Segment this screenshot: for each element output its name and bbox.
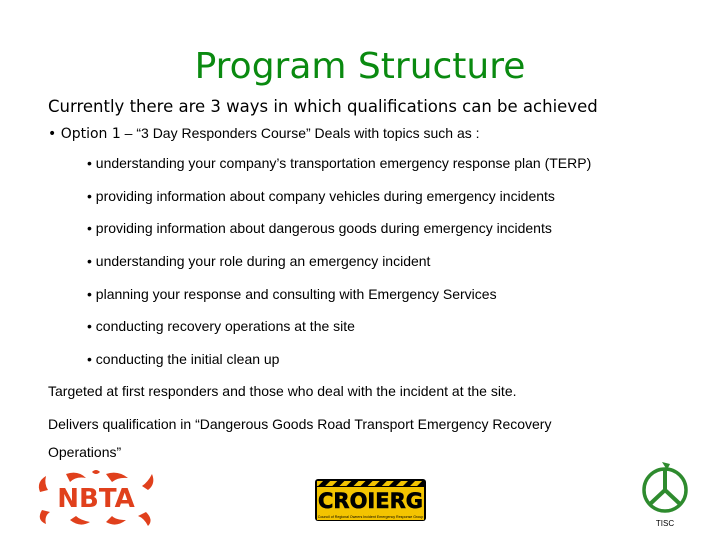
delivers-text-line1: Delivers qualification in “Dangerous Goods Road Transport Emergency Recovery: [48, 416, 552, 432]
option-label: • Option 1: [48, 126, 121, 142]
nbta-logo-text: NBTA: [57, 484, 135, 514]
option-text: – “3 Day Responders Course” Deals with topics such as :: [120, 125, 480, 141]
list-item: • providing information about company vehicles during emergency incidents: [87, 187, 555, 204]
topic-list: [87, 155, 591, 384]
croierg-logo-subtext: Council of Regional Owners Incident Emergency Response Group: [317, 515, 424, 519]
nbta-logo: [36, 470, 156, 528]
list-item: • conducting the initial clean up: [87, 351, 280, 368]
tisc-logo-text: TISC: [655, 519, 675, 528]
slide-title: Program Structure: [194, 46, 526, 87]
targeted-text: Targeted at first responders and those who deal with the incident at the site.: [48, 383, 517, 399]
subtitle: Currently there are 3 ways in which qualifications can be achieved: [48, 97, 598, 116]
list-item: • planning your response and consulting with Emergency Services: [87, 285, 497, 302]
tisc-emblem-icon: [644, 462, 686, 511]
croierg-logo: [313, 477, 428, 523]
list-item: • providing information about dangerous goods during emergency incidents: [87, 220, 552, 237]
croierg-logo-text: CROIERG: [318, 489, 423, 513]
list-item: • conducting recovery operations at the site: [87, 318, 355, 335]
delivers-text-line2: Operations”: [48, 444, 122, 460]
list-item: • understanding your role during an emergency incident: [87, 253, 431, 270]
list-item: • understanding your company’s transportation emergency response plan (TERP): [87, 155, 592, 171]
option-line: [48, 125, 480, 142]
tisc-logo: [636, 460, 694, 530]
